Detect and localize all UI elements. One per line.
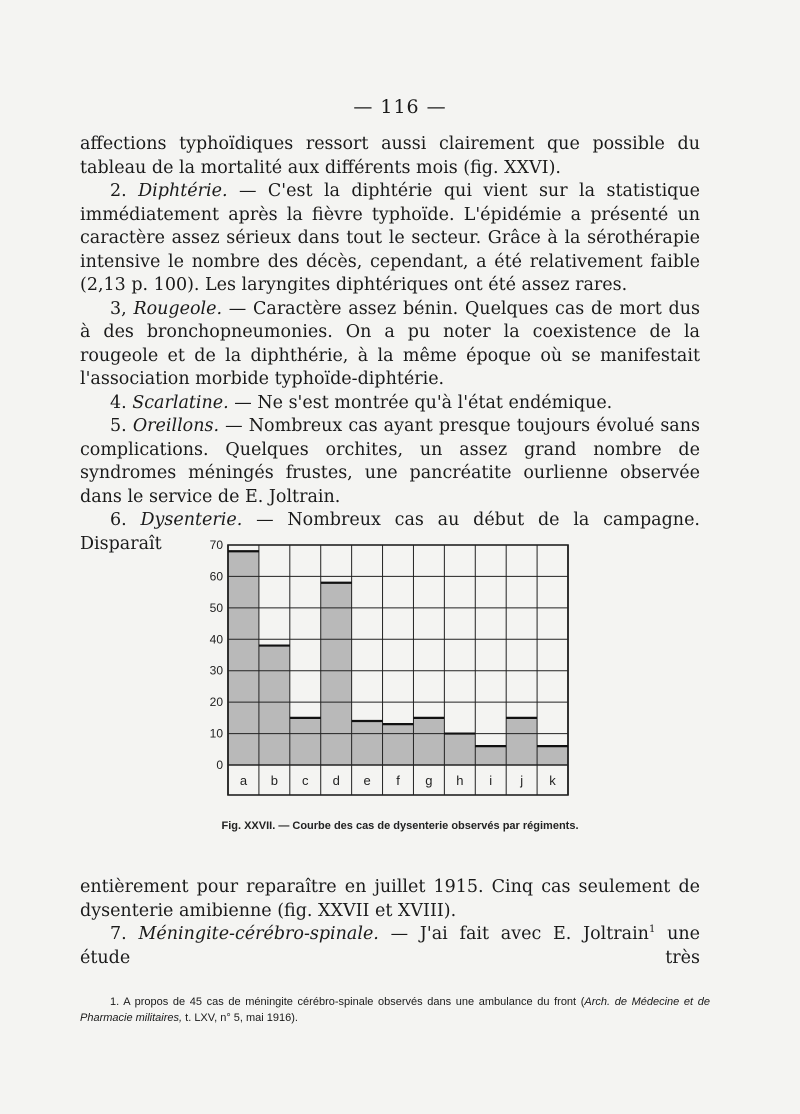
section-title-meningite: Méningite-cérébro-spinale. (138, 924, 379, 944)
paragraph-text: — Ne s'est montrée qu'à l'état endémique. (228, 392, 613, 413)
y-tick-label-0: 0 (216, 758, 223, 772)
paragraph-scarlatine (80, 392, 700, 416)
paragraph-text: — C'est la diphtérie qui vient sur la statistique immédiatement après la fièvre typhoïde. L'épidémie a présenté un caractère assez sérieux dans tout le secteur. Grâce à la sérothérapie intensive le nombre des décès, cependant, a été relativement faible (2,13 p. 100). Les laryngites diphtériques ont été assez rares. (80, 181, 700, 295)
y-tick-label-20: 20 (209, 695, 223, 710)
item-number: 3, (110, 298, 134, 319)
paragraph-oreillons (80, 415, 700, 509)
figure-caption: Fig. XXVII. — Courbe des cas de dysenterie observés par régiments. (221, 820, 579, 832)
x-tick-label-k: k (549, 773, 556, 788)
paragraph-diphterie (80, 180, 700, 298)
item-number: 6. (110, 510, 141, 530)
paragraph-text: — Nombreux cas ayant presque toujours évolué sans complications. Quelques orchites, un assez grand nombre de syndromes méningés frustes, une pancréatite ourlienne observée dans le service de E. Joltrain. (80, 416, 700, 507)
bar-k (537, 746, 568, 765)
bar-d (321, 583, 352, 765)
section-title-oreillons: Oreillons. (132, 416, 220, 436)
item-number: 7. (110, 924, 139, 944)
x-tick-label-c: c (302, 773, 309, 788)
bar-b (259, 646, 290, 765)
y-tick-label-10: 10 (209, 726, 223, 741)
paragraph-meningite (80, 923, 700, 970)
x-tick-label-j: j (520, 773, 524, 788)
section-title-diphterie: Diphtérie. (138, 181, 228, 201)
bar-f (383, 724, 414, 765)
paragraph-continuation-dysenterie: entièrement pour reparaître en juillet 1915. Cinq cas seulement de dysenterie amibienne (fig. XXVII et XVIII). (80, 877, 700, 921)
paragraph-text: — Caractère assez bénin. Quelques cas de mort dus à des bronchopneumonies. On a pu noter la coexistence de la rougeole et de la diphthérie, à la même époque où se manifestait l'association morbide typhoïde-diphtérie. (80, 298, 701, 389)
paragraph-continuation: affections typhoïdiques ressort aussi clairement que possible du tableau de la mortalité aux différents mois (fig. XXVI). (80, 134, 700, 178)
bar-h (444, 734, 475, 765)
bar-e (352, 721, 383, 765)
body-text-bottom (80, 876, 700, 970)
paragraph-text-tail: une étude très (80, 924, 700, 968)
x-tick-label-a: a (239, 773, 248, 788)
section-title-dysenterie: Dysenterie. (140, 510, 243, 530)
item-number: 4. (110, 392, 133, 413)
bar-a (228, 551, 259, 765)
bar-g (413, 718, 444, 765)
paragraph-text: — J'ai fait avec E. Joltrain (378, 924, 649, 944)
x-tick-label-b: b (270, 773, 278, 788)
section-title-scarlatine: Scarlatine. (132, 392, 229, 413)
x-tick-label-g: g (425, 773, 433, 788)
y-tick-label-50: 50 (209, 600, 223, 615)
page-number: — 116 — (353, 96, 447, 118)
chart-svg (198, 537, 598, 807)
y-tick-label-30: 30 (209, 663, 223, 678)
footnote (80, 994, 710, 1026)
x-tick-label-h: h (456, 773, 464, 788)
y-tick-label-60: 60 (209, 569, 223, 584)
body-text-top (80, 133, 700, 556)
footnote-journal: Arch. de Médecine et de Pharmacie militaires, (80, 996, 710, 1024)
item-number: 2. (110, 181, 139, 201)
paragraph-text: — Nombreux cas au début de la campagne. Disparaît (80, 510, 700, 554)
bar-i (475, 746, 506, 765)
y-tick-label-70: 70 (209, 538, 223, 552)
x-tick-label-f: f (396, 773, 400, 788)
paragraph-rougeole (80, 298, 700, 392)
y-tick-label-40: 40 (209, 632, 223, 647)
x-tick-label-d: d (332, 773, 340, 788)
section-title-rougeole: Rougeole. (133, 298, 223, 319)
footnote-text: 1. A propos de 45 cas de méningite cérébro-spinale observés dans une ambulance du front ( (110, 996, 585, 1008)
x-tick-label-i: i (489, 773, 493, 788)
bar-j (506, 718, 537, 765)
footnote-text-end: t. LXV, n° 5, mai 1916). (182, 1012, 298, 1024)
x-tick-label-e: e (363, 773, 371, 788)
item-number: 5. (110, 416, 133, 436)
dysentery-bar-chart (198, 537, 598, 807)
footnote-ref: 1 (648, 924, 656, 936)
bar-c (290, 718, 321, 765)
